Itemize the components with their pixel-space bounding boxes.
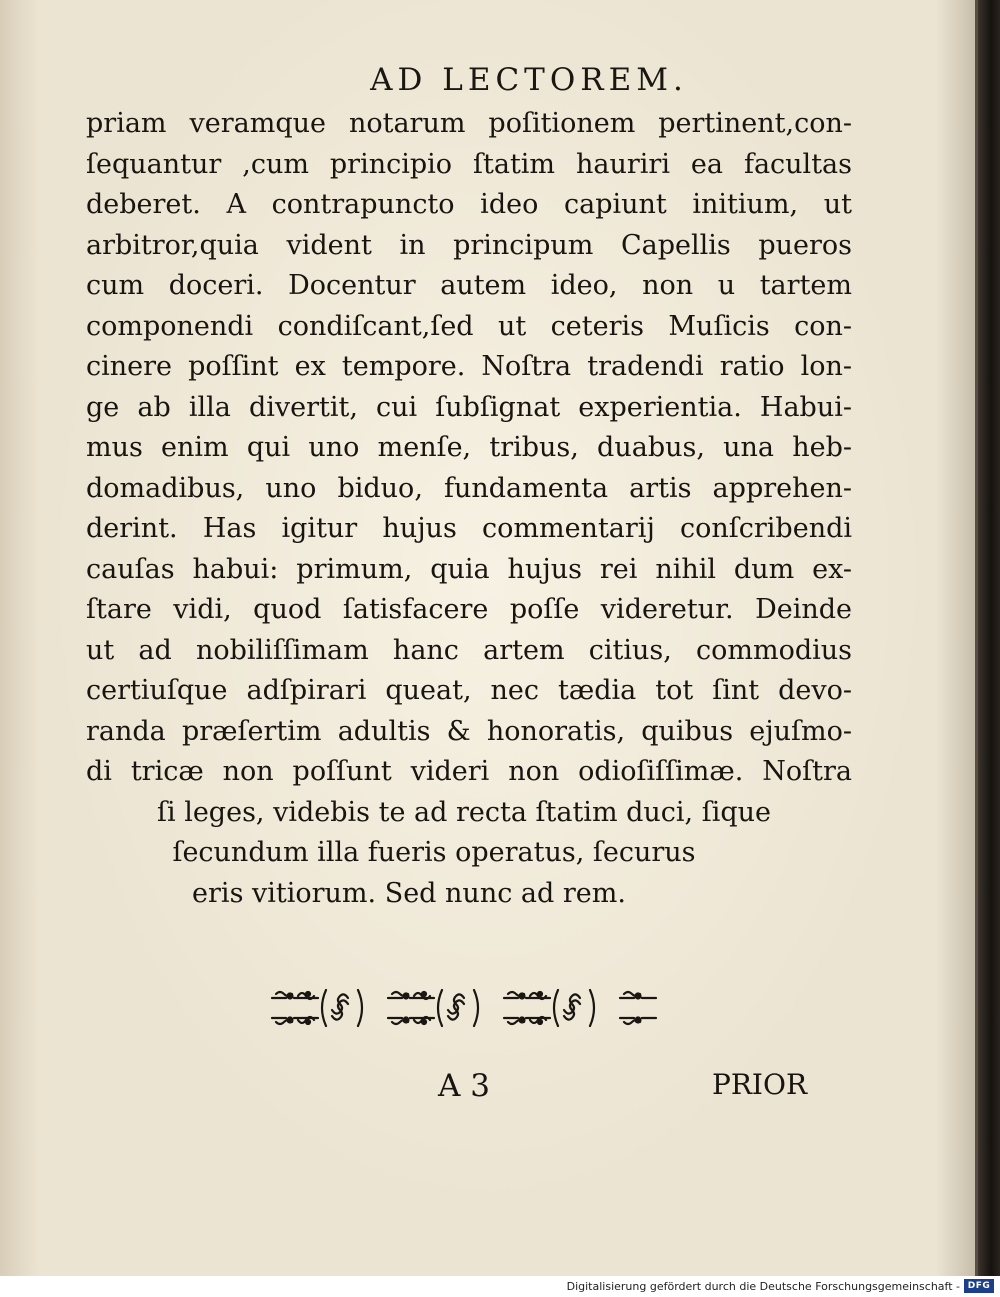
text-line: cinere poſſint ex tempore. Noſtra tradendi ratio lon- — [86, 351, 852, 382]
text-line: domadibus, uno biduo, fundamenta artis apprehen- — [86, 472, 852, 504]
text-line: eris vitiorum. Sed nunc ad rem. — [192, 877, 626, 909]
text-line: ge ab illa divertit, cui ſubſignat experientia. Habui- — [86, 391, 852, 423]
text-line: ſtare vidi, quod ſatisfacere poſſe videretur. Deinde — [86, 594, 852, 625]
digitization-credit: Digitalisierung gefördert durch die Deutsche Forschungsgemeinschaft - — [566, 1280, 960, 1293]
body-text — [86, 104, 852, 914]
catchword: PRIOR — [712, 1068, 808, 1101]
signature-mark: A 3 — [438, 1068, 490, 1104]
text-line: randa præſertim adultis & honoratis, quibus ejuſmo- — [86, 715, 852, 747]
text-line: ſequantur ,cum principio ſtatim hauriri ea facultas — [86, 148, 852, 180]
text-line: priam veramque notarum poſitionem pertinent,con- — [86, 108, 852, 139]
text-line: ſecundum illa fueris operatus, ſecurus — [172, 837, 696, 868]
dfg-logo: DFG — [964, 1279, 994, 1293]
text-line: arbitror,quia vident in principum Capellis pueros — [86, 229, 852, 261]
text-line: di tricæ non poſſunt videri non odioſiſſimæ. Noſtra — [86, 756, 852, 787]
running-head: AD LECTOREM. — [370, 62, 688, 98]
text-line: ut ad nobiliſſimam hanc artem citius, commodius — [86, 634, 852, 666]
text-line: derint. Has igitur hujus commentarij conſcribendi — [86, 513, 852, 544]
text-line: deberet. A contrapuncto ideo capiunt initium, ut — [86, 189, 852, 220]
text-line: ſi leges, videbis te ad recta ſtatim duci, ſique — [156, 796, 771, 828]
text-line: mus enim qui uno menſe, tribus, duabus, una heb- — [86, 432, 852, 463]
text-line: cauſas habui: primum, quia hujus rei nihil dum ex- — [86, 553, 852, 585]
printers-ornament-icon — [268, 984, 660, 1032]
text-line: certiuſque adſpirari queat, nec tædia tot ſint devo- — [86, 675, 852, 706]
text-line: componendi condiſcant,ſed ut ceteris Muſicis con- — [86, 310, 852, 342]
page-edge — [978, 0, 1000, 1276]
text-line: cum doceri. Docentur autem ideo, non u tartem — [86, 270, 852, 301]
